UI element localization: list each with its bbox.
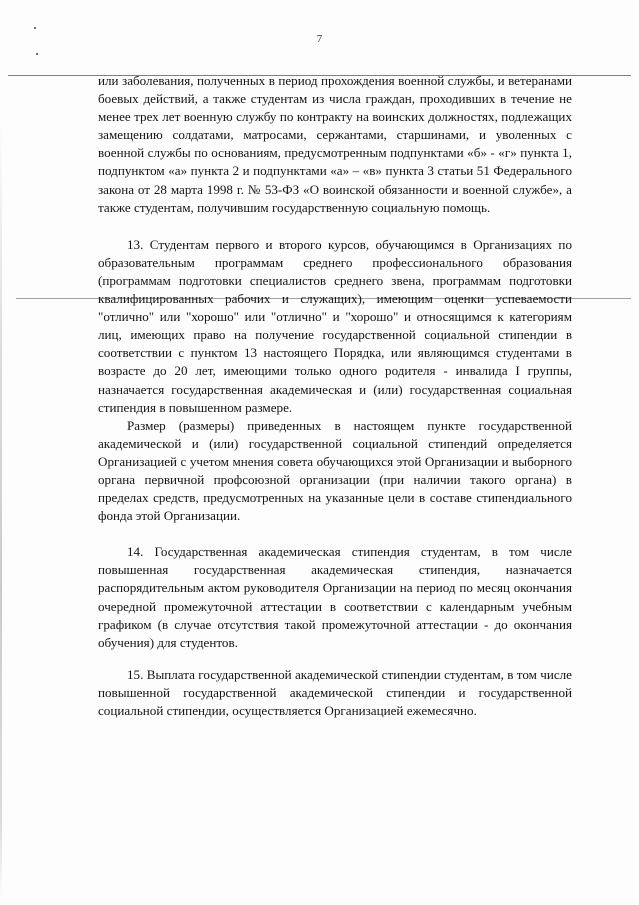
document-body [98,72,572,720]
paragraph-14: 14. Государственная академическая стипендия студентам, в том числе повышенная государственная академическая стипендия, назначается распорядительным актом руководителя Организации на период по месяц окончания очередной промежуточной аттестации в соответствии с календарным учебным графиком (в случае отсутствия такой промежуточной аттестации - до окончания обучения) для студентов. [98,544,572,650]
paragraph-continuation: или заболевания, полученных в период прохождения военной службы, и ветеранами боевых действий, а также студентам из числа граждан, проходивших в течение не менее трех лет военную службу по контракту на воинских должностях, подлежащих замещению солдатами, матросами, сержантами, старшинами, и уволенных с военной службы по основаниям, предусмотренным подпунктами «б» - «г» пункта 1, подпунктом «а» пункта 2 и подпунктами «а» – «в» пункта 3 статьи 51 Федерального закона от 28 марта 1998 г. № 53-ФЗ «О воинской обязанности и военной службе», а также студентам, получившим государственную социальную помощь. [98,73,572,215]
scan-speck [34,27,36,29]
page-number: 7 [316,33,323,45]
scan-edge-shadow [0,120,2,900]
scan-speck [36,53,38,55]
paragraph-15: 15. Выплата государственной академической стипендии студентам, в том числе повышенной государственной академической стипендии и государственной социальной стипендии, осуществляется Организацией ежемесячно. [98,666,572,718]
paragraph-13-size: Размер (размеры) приведенных в настоящем пункте государственной академической и (или) государственной социальной стипендий определяется Организацией с учетом мнения совета обучающихся этой Организации и выборного органа первичной профсоюзной организации (при наличии такого органа) в пределах средств, предусмотренных на указанные цели в составе стипендиального фонда этой Организации. [98,417,572,524]
paragraph-13: 13. Студентам первого и второго курсов, обучающимся в Организациях по образовательным программам среднего профессионального образования (программам подготовки специалистов среднего звена, программам подготовки квалифицированных рабочих и служащих), имеющим оценки успеваемости "отлично" или "хорошо" или "отлично" и "хорошо" и относящимся к категориям лиц, имеющих право на получение государственной социальной стипендии в соответствии с пунктом 13 настоящего Порядка, или являющимся студентами в возрасте до 20 лет, имеющими только одного родителя - инвалида I группы, назначается государственная академическая и (или) государственная социальная стипендия в повышенном размере. [98,236,572,415]
